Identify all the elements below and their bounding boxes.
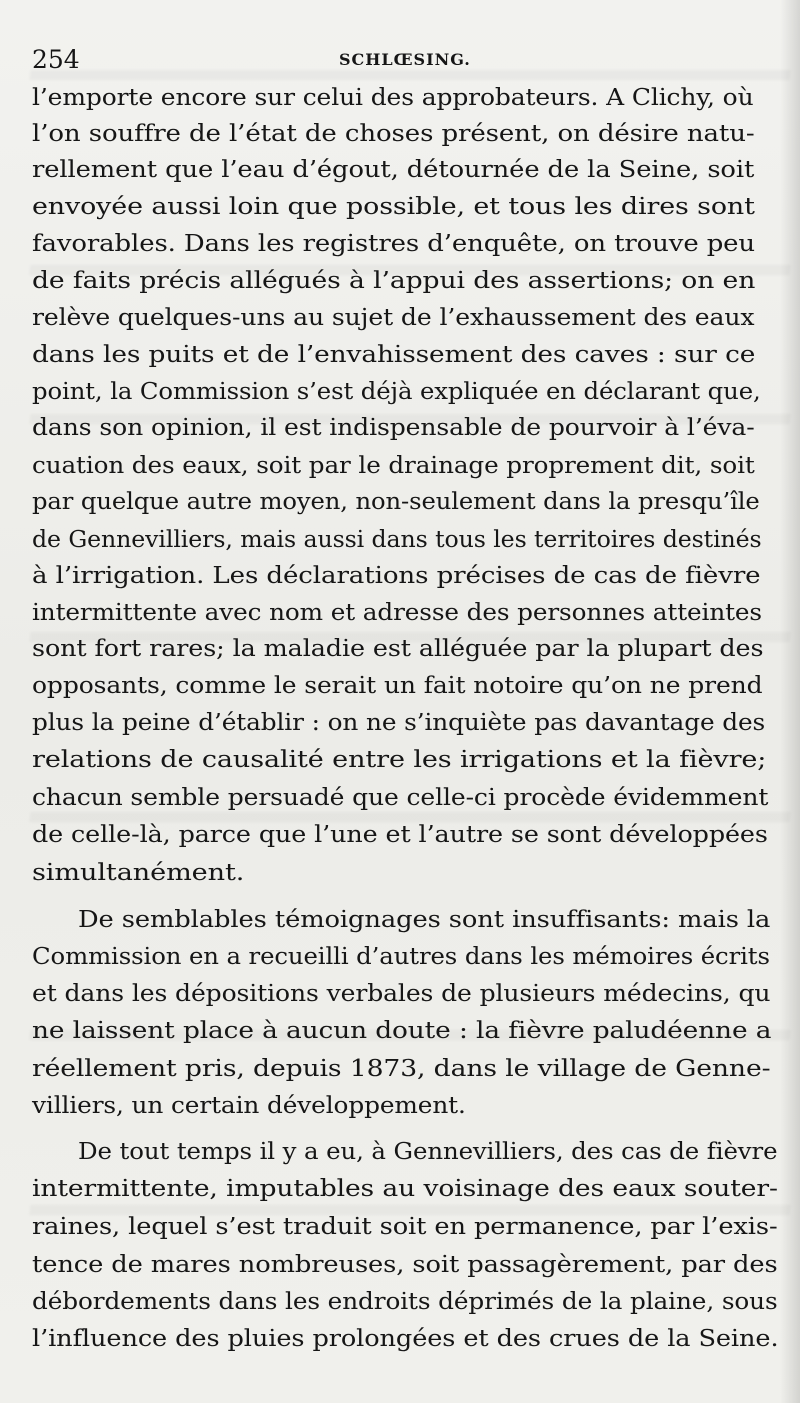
text-line: chacun semble persuadé que celle-ci procède évidemment [32, 785, 769, 811]
text-line: relève quelques-uns au sujet de l’exhaussement des eaux [32, 305, 755, 331]
text-line: et dans les dépositions verbales de plusieurs médecins, qu [32, 981, 771, 1007]
text-line: favorables. Dans les registres d’enquête, on trouve peu [32, 231, 756, 257]
text-line: rellement que l’eau d’égout, détournée de la Seine, soit [32, 157, 755, 183]
text-line: envoyée aussi loin que possible, et tous les dires sont [32, 194, 755, 220]
text-line: l’emporte encore sur celui des approbateurs. A Clichy, où [32, 85, 754, 111]
text-line: opposants, comme le serait un fait notoire qu’on ne prend [32, 673, 763, 699]
page-number: 254 [32, 45, 80, 74]
text-line: à l’irrigation. Les déclarations précises de cas de fièvre [32, 563, 761, 589]
text-line: ne laissent place à aucun doute : la fièvre paludéenne a [32, 1018, 772, 1044]
text-line: débordements dans les endroits déprimés de la plaine, sous [32, 1289, 778, 1315]
text-line: raines, lequel s’est traduit soit en permanence, par l’exis- [32, 1214, 778, 1240]
text-line: cuation des eaux, soit par le drainage proprement dit, soit [32, 453, 755, 479]
text-line: réellement pris, depuis 1873, dans le village de Genne- [32, 1056, 771, 1082]
text-line: par quelque autre moyen, non-seulement dans la presqu’île [32, 489, 760, 515]
text-line: De tout temps il y a eu, à Gennevilliers, des cas de fièvre [78, 1139, 778, 1165]
text-line: plus la peine d’établir : on ne s’inquiète pas davantage des [32, 710, 766, 736]
text-line: Commission en a recueilli d’autres dans les mémoires écrits [32, 944, 770, 970]
text-line: l’on souffre de l’état de choses présent, on désire natu- [32, 121, 755, 147]
text-line: intermittente, imputables au voisinage des eaux souter- [32, 1176, 778, 1202]
text-line: intermittente avec nom et adresse des personnes atteintes [32, 600, 762, 626]
text-line: de Gennevilliers, mais aussi dans tous les territoires destinés [32, 527, 762, 553]
text-line: point, la Commission s’est déjà expliquée en déclarant que, [32, 379, 761, 405]
text-line: sont fort rares; la maladie est alléguée par la plupart des [32, 636, 764, 662]
text-line: simultanément. [32, 860, 245, 886]
text-line: de celle-là, parce que l’une et l’autre se sont développées [32, 822, 768, 848]
text-line: De semblables témoignages sont insuffisants: mais la [78, 907, 771, 933]
text-line: de faits précis allégués à l’appui des assertions; on en [32, 268, 756, 294]
running-head: SCHLŒSING. [339, 50, 471, 69]
text-line: villiers, un certain développement. [32, 1093, 466, 1119]
text-line: relations de causalité entre les irrigations et la fièvre; [32, 747, 767, 773]
text-line: dans les puits et de l’envahissement des caves : sur ce [32, 342, 756, 368]
text-line: tence de mares nombreuses, soit passagèrement, par des [32, 1252, 778, 1278]
text-line: dans son opinion, il est indispensable de pourvoir à l’éva- [32, 415, 755, 441]
text-line: l’influence des pluies prolongées et des crues de la Seine. [32, 1326, 779, 1352]
